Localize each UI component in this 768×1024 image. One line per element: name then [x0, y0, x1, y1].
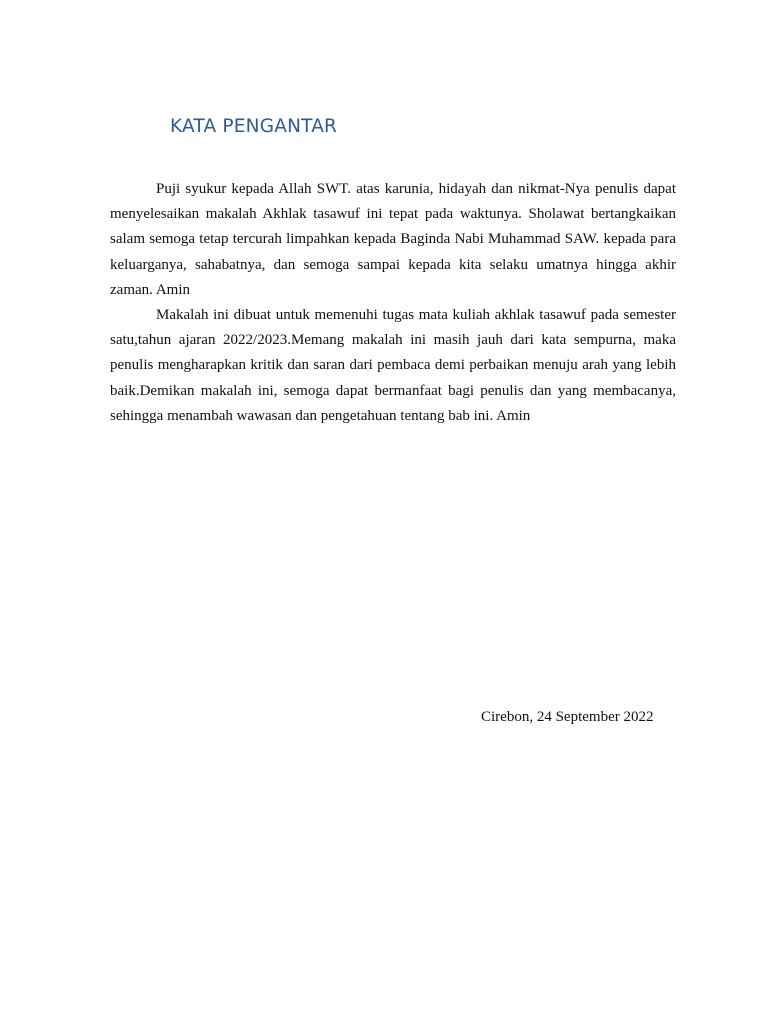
paragraph-2: Makalah ini dibuat untuk memenuhi tugas mata kuliah akhlak tasawuf pada semester satu,tahun ajaran 2022/2023.Memang makalah ini masih jauh dari kata sempurna, maka penulis mengharapkan kritik dan saran dari pembaca demi perbaikan menuju arah yang lebih baik.Demikan makalah ini, semoga dapat bermanfaat bagi penulis dan yang membacanya, sehingga menambah wawasan dan pengetahuan tentang bab ini. Amin — [110, 307, 676, 424]
place-date-signoff: Cirebon, 24 September 2022 — [481, 709, 654, 725]
document-body — [110, 177, 676, 429]
page-title: KATA PENGANTAR — [170, 116, 338, 137]
paragraph-1: Puji syukur kepada Allah SWT. atas karunia, hidayah dan nikmat-Nya penulis dapat menyelesaikan makalah Akhlak tasawuf ini tepat pada waktunya. Sholawat bertangkaikan salam semoga tetap tercurah limpahkan kepada Baginda Nabi Muhammad SAW. kepada para keluarganya, sahabatnya, dan semoga sampai kepada kita selaku umatnya hingga akhir zaman. Amin — [110, 181, 676, 298]
